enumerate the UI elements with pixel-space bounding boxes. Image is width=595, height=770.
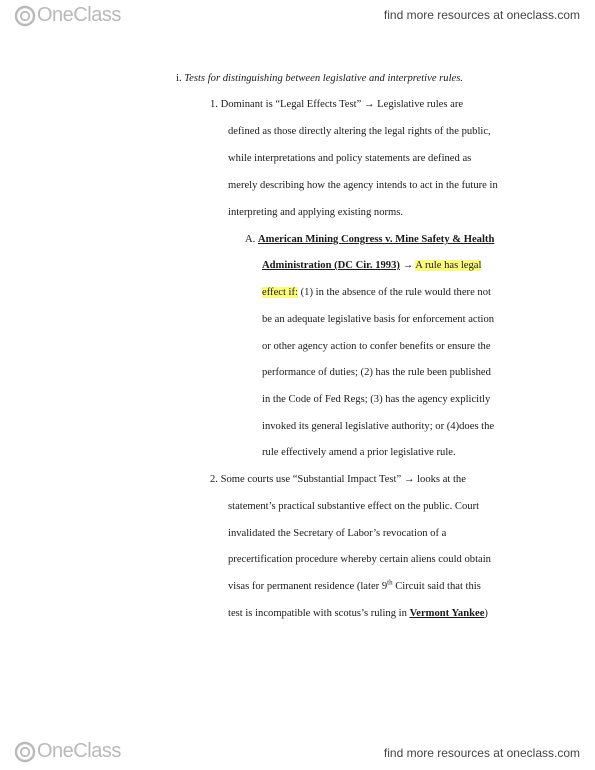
- p2-line-1: 2. Some courts use “Substantial Impact Test” → looks at the: [210, 474, 466, 485]
- oneclass-logo[interactable]: [14, 4, 121, 27]
- p2-line-4: precertification procedure whereby certain aliens could obtain: [228, 554, 491, 565]
- p1-line-5: interpreting and applying existing norms.: [228, 207, 404, 218]
- pA-line-5: or other agency action to confer benefits or ensure the: [262, 341, 491, 352]
- heading-text: Tests for distinguishing between legislative and interpretive rules.: [184, 73, 464, 84]
- p1-line-3: while interpretations and policy statements are defined as: [228, 153, 472, 164]
- pA-line-3: effect if: (1) in the absence of the rule would there not: [262, 287, 491, 298]
- pA-line-6: performance of duties; (2) has the rule been published: [262, 367, 491, 378]
- brand-name: OneClass: [37, 740, 121, 762]
- p1-marker: 1.: [210, 99, 218, 110]
- footer-tagline-link[interactable]: find more resources at oneclass.com: [383, 746, 580, 760]
- pA-marker: A.: [245, 234, 256, 245]
- p2-line-6: test is incompatible with scotus’s ruling in Vermont Yankee): [228, 608, 488, 619]
- section-heading: [176, 72, 463, 85]
- pA-line-2: [262, 259, 481, 272]
- pA-line-7: in the Code of Fed Regs; (3) has the agency explicitly: [262, 394, 491, 405]
- pA-line-8: invoked its general legislative authority; or (4)does the: [262, 421, 495, 432]
- p1-line-4: merely describing how the agency intends to act in the future in: [228, 180, 498, 191]
- highlighted-text: A rule has legal: [415, 260, 482, 271]
- pA-line-1: [245, 233, 494, 246]
- case-name-vermont-yankee: Vermont Yankee: [409, 608, 485, 619]
- p2-line-2: statement’s practical substantive effect on the public. Court: [228, 501, 480, 512]
- p2-line-5: visas for permanent residence (later 9th Circuit said that this: [228, 578, 481, 592]
- oneclass-logo-icon: [14, 5, 36, 27]
- oneclass-logo-icon: [14, 741, 36, 763]
- p1-line-2: defined as those directly altering the legal rights of the public,: [228, 126, 491, 137]
- heading-marker: i.: [176, 73, 182, 84]
- highlighted-text: effect if:: [262, 287, 298, 298]
- brand-name: OneClass: [37, 4, 121, 26]
- oneclass-logo-footer[interactable]: [14, 740, 121, 763]
- case-citation: Administration (DC Cir. 1993): [262, 260, 400, 271]
- pA-line-9: rule effectively amend a prior legislative rule.: [262, 447, 456, 458]
- p2-line-3: invalidated the Secretary of Labor’s revocation of a: [228, 528, 447, 539]
- p1-line-1: 1. Dominant is “Legal Effects Test” → Legislative rules are: [210, 99, 464, 110]
- p2-marker: 2.: [210, 474, 218, 485]
- arrow-icon: →: [402, 260, 414, 271]
- header-tagline-link[interactable]: find more resources at oneclass.com: [383, 8, 580, 22]
- case-name-american-mining: American Mining Congress v. Mine Safety & Health: [257, 234, 495, 245]
- pA-line-4: be an adequate legislative basis for enforcement action: [262, 314, 495, 325]
